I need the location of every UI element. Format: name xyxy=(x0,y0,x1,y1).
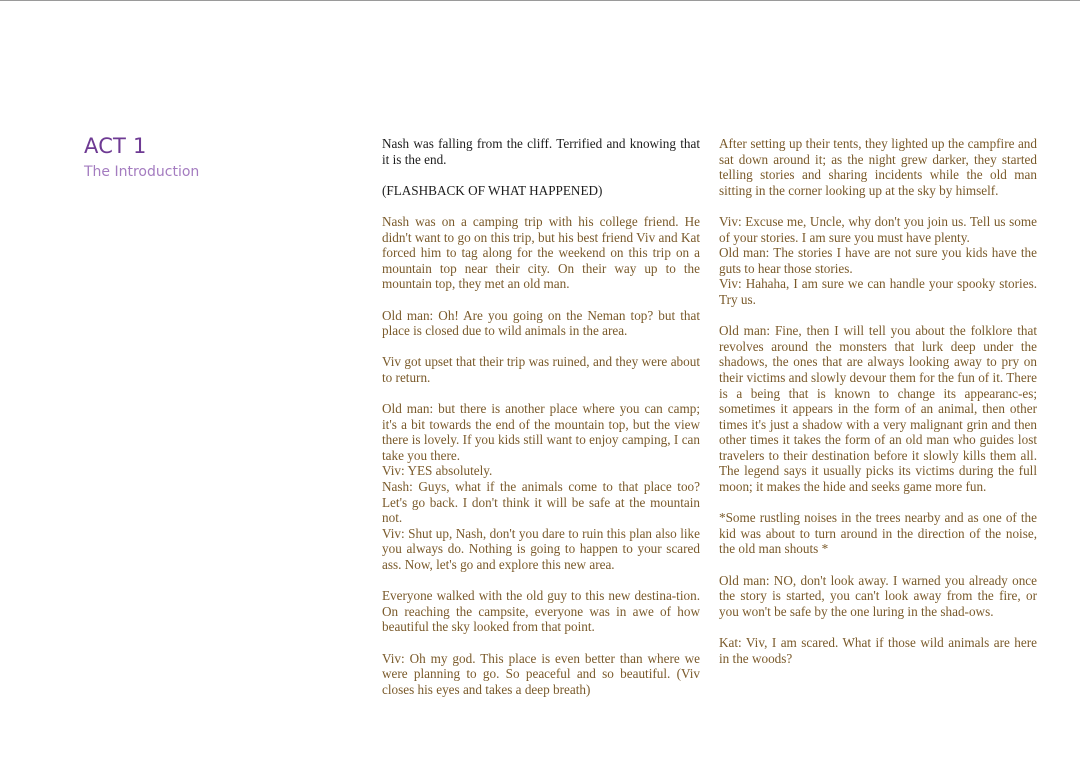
script-line: Old man: Fine, then I will tell you about the folklore that revolves around the monsters that lurk deep under the shadows, the ones that are always looking away to pry on their victims and slowly devour them for the fun of it. There is a being that is known to change its appearanc-es; sometimes it appears in the form of an animal, then other times it's just a shadow with a very malignant grin and then other times it takes the form of an old man who guides lost travelers to their destination before it slowly kills them all. The legend says it usually picks its victims during the full moon; it makes the hide and seeks game more fun. xyxy=(719,323,1037,495)
script-paragraph xyxy=(382,308,700,339)
script-paragraph xyxy=(719,635,1037,666)
script-line: Viv: YES absolutely. xyxy=(382,463,493,479)
script-paragraph xyxy=(382,354,700,385)
script-line: Old man: The stories I have are not sure you kids have the guts to hear those stories. xyxy=(719,245,1037,276)
act-subtitle: The Introduction xyxy=(84,164,200,180)
act-heading-block xyxy=(84,133,199,181)
script-line: Nash: Guys, what if the animals come to that place too? Let's go back. I don't think it will be safe at the mountain not. xyxy=(382,479,700,526)
top-border-line xyxy=(0,0,1080,1)
script-line: Old man: Oh! Are you going on the Neman top? but that place is closed due to wild animals in the area. xyxy=(382,307,700,339)
script-paragraph xyxy=(382,588,700,635)
script-paragraph xyxy=(719,214,1037,308)
script-line: Nash was on a camping trip with his college friend. He didn't want to go on this trip, but his best friend Viv and Kat forced him to tag along for the weekend on this trip on a mountain top near their city. On their way up to the mountain top, they met an old man. xyxy=(382,213,700,292)
script-line: *Some rustling noises in the trees nearby and as one of the kid was about to turn around in the direction of the noise, the old man shouts * xyxy=(719,510,1037,557)
script-line: (FLASHBACK OF WHAT HAPPENED) xyxy=(382,182,603,198)
script-paragraph xyxy=(382,183,700,199)
script-left-column xyxy=(382,136,700,713)
script-paragraph xyxy=(382,214,700,292)
script-paragraph xyxy=(382,401,700,573)
script-paragraph xyxy=(719,323,1037,495)
script-paragraph xyxy=(719,573,1037,620)
script-line: Everyone walked with the old guy to this new destina-tion. On reaching the campsite, everyone was in awe of how beautiful the sky looked from that point. xyxy=(382,588,700,635)
script-paragraph xyxy=(382,651,700,698)
script-line: Old man: but there is another place where you can camp; it's a bit towards the end of the mountain top, but the view there is lovely. If you kids still want to enjoy camping, I can take you there. xyxy=(382,401,700,463)
script-line: Nash was falling from the cliff. Terrified and knowing that it is the end. xyxy=(382,136,700,167)
script-line: Viv: Oh my god. This place is even better than where we were planning to go. So peaceful and so beautiful. (Viv closes his eyes and takes a deep breath) xyxy=(382,650,700,697)
script-paragraph xyxy=(719,136,1037,198)
script-line: Viv: Shut up, Nash, don't you dare to ruin this plan also like you always do. Nothing is going to happen to your scared ass. Now, let's go and explore this new area. xyxy=(382,525,700,573)
script-line: Viv got upset that their trip was ruined, and they were about to return. xyxy=(382,354,700,385)
script-line: After setting up their tents, they lighted up the campfire and sat down around it; as the night grew darker, they started telling stories and sharing incidents while the old man sitting in the corner looking up at the sky by himself. xyxy=(719,136,1037,198)
script-line: Viv: Excuse me, Uncle, why don't you join us. Tell us some of your stories. I am sure you must have plenty. xyxy=(719,213,1037,245)
script-line: Kat: Viv, I am scared. What if those wild animals are here in the woods? xyxy=(719,635,1037,666)
script-paragraph xyxy=(719,510,1037,557)
script-line: Old man: NO, don't look away. I warned you already once the story is started, you can't look away from the fire, or you won't be safe by the one luring in the shad-ows. xyxy=(719,572,1037,619)
act-title: ACT 1 xyxy=(84,134,147,158)
script-right-column xyxy=(719,136,1037,682)
script-line: Viv: Hahaha, I am sure we can handle your spooky stories. Try us. xyxy=(719,276,1037,307)
script-paragraph xyxy=(382,136,700,167)
